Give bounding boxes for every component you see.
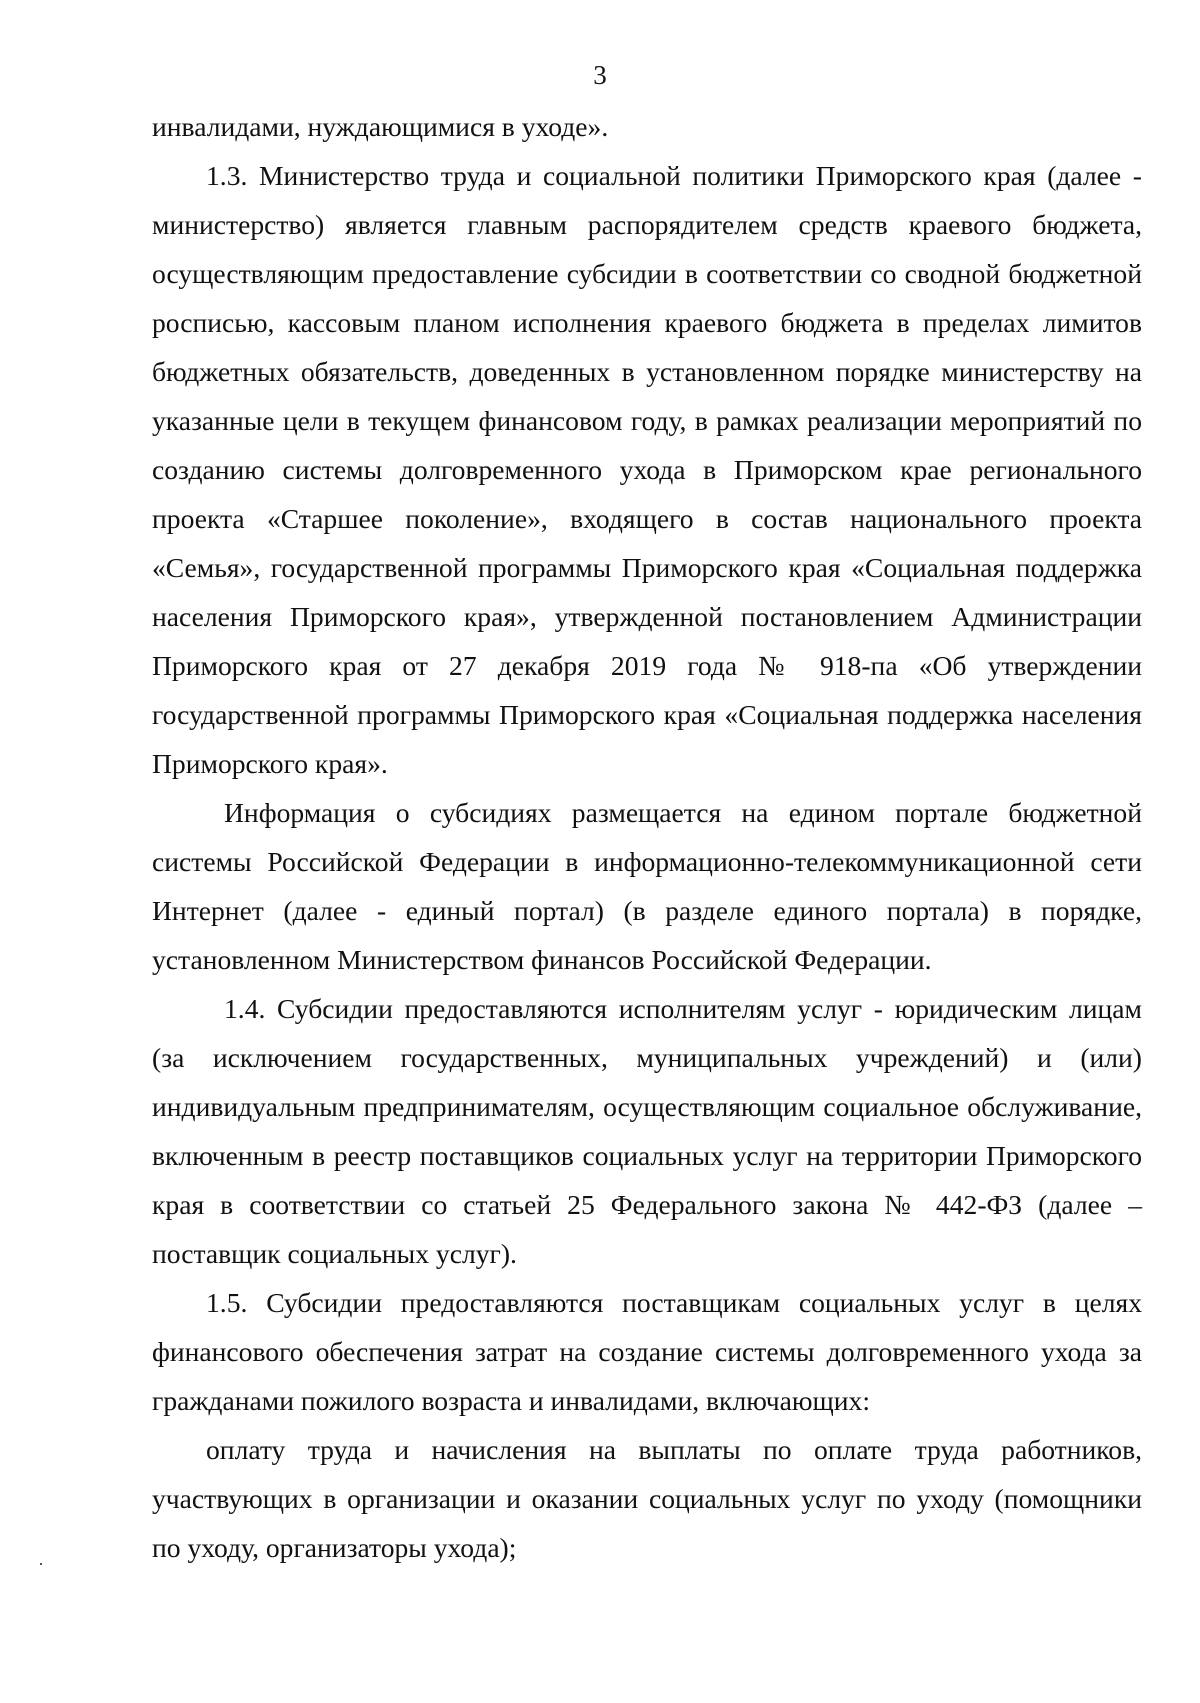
paragraph-portal-info: Информация о субсидиях размещается на едином портале бюджетной системы Российской Федерации в информационно-телекоммуникационной сети Интернет (далее - единый портал) (в разделе единого портала) в порядке, установленном Министерством финансов Российской Федерации. [152,797,1142,975]
paragraph-1-3: 1.3. Министерство труда и социальной политики Приморского края (далее - министерство) является главным распорядителем средств краевого бюджета, осуществляющим предоставление субсидии в соответствии со сводной бюджетной росписью, кассовым планом исполнения краевого бюджета в пределах лимитов бюджетных обязательств, доведенных в установленном порядке министерству на указанные цели в текущем финансовом году, в рамках реализации мероприятий по созданию системы долговременного ухода в Приморском крае регионального проекта «Старшее поколение», входящего в состав национального проекта «Семья», государственной программы Приморского края «Социальная поддержка населения Приморского края», утвержденной постановлением Администрации Приморского края от 27 декабря 2019 года № 918-па «Об утверждении государственной программы Приморского края «Социальная поддержка населения Приморского края». [152,160,1142,779]
paragraph-labor-costs: оплату труда и начисления на выплаты по оплате труда работников, участвующих в организации и оказании социальных услуг по уходу (помощники по уходу, организаторы ухода); [152,1434,1142,1563]
paragraph-1-5: 1.5. Субсидии предоставляются поставщикам социальных услуг в целях финансового обеспечения затрат на создание системы долговременного ухода за гражданами пожилого возраста и инвалидами, включающих: [152,1287,1142,1416]
paragraph-1-4: 1.4. Субсидии предоставляются исполнителям услуг - юридическим лицам (за исключением государственных, муниципальных учреждений) и (или) индивидуальным предпринимателям, осуществляющим социальное обслуживание, включенным в реестр поставщиков социальных услуг на территории Приморского края в соответствии со статьей 25 Федерального закона № 442-ФЗ (далее – поставщик социальных услуг). [152,993,1142,1269]
scan-speck [40,1563,42,1565]
paragraph-continuation: инвалидами, нуждающимися в уходе». [152,111,609,142]
page-number: 3 [593,60,607,90]
document-body [152,102,1142,1572]
